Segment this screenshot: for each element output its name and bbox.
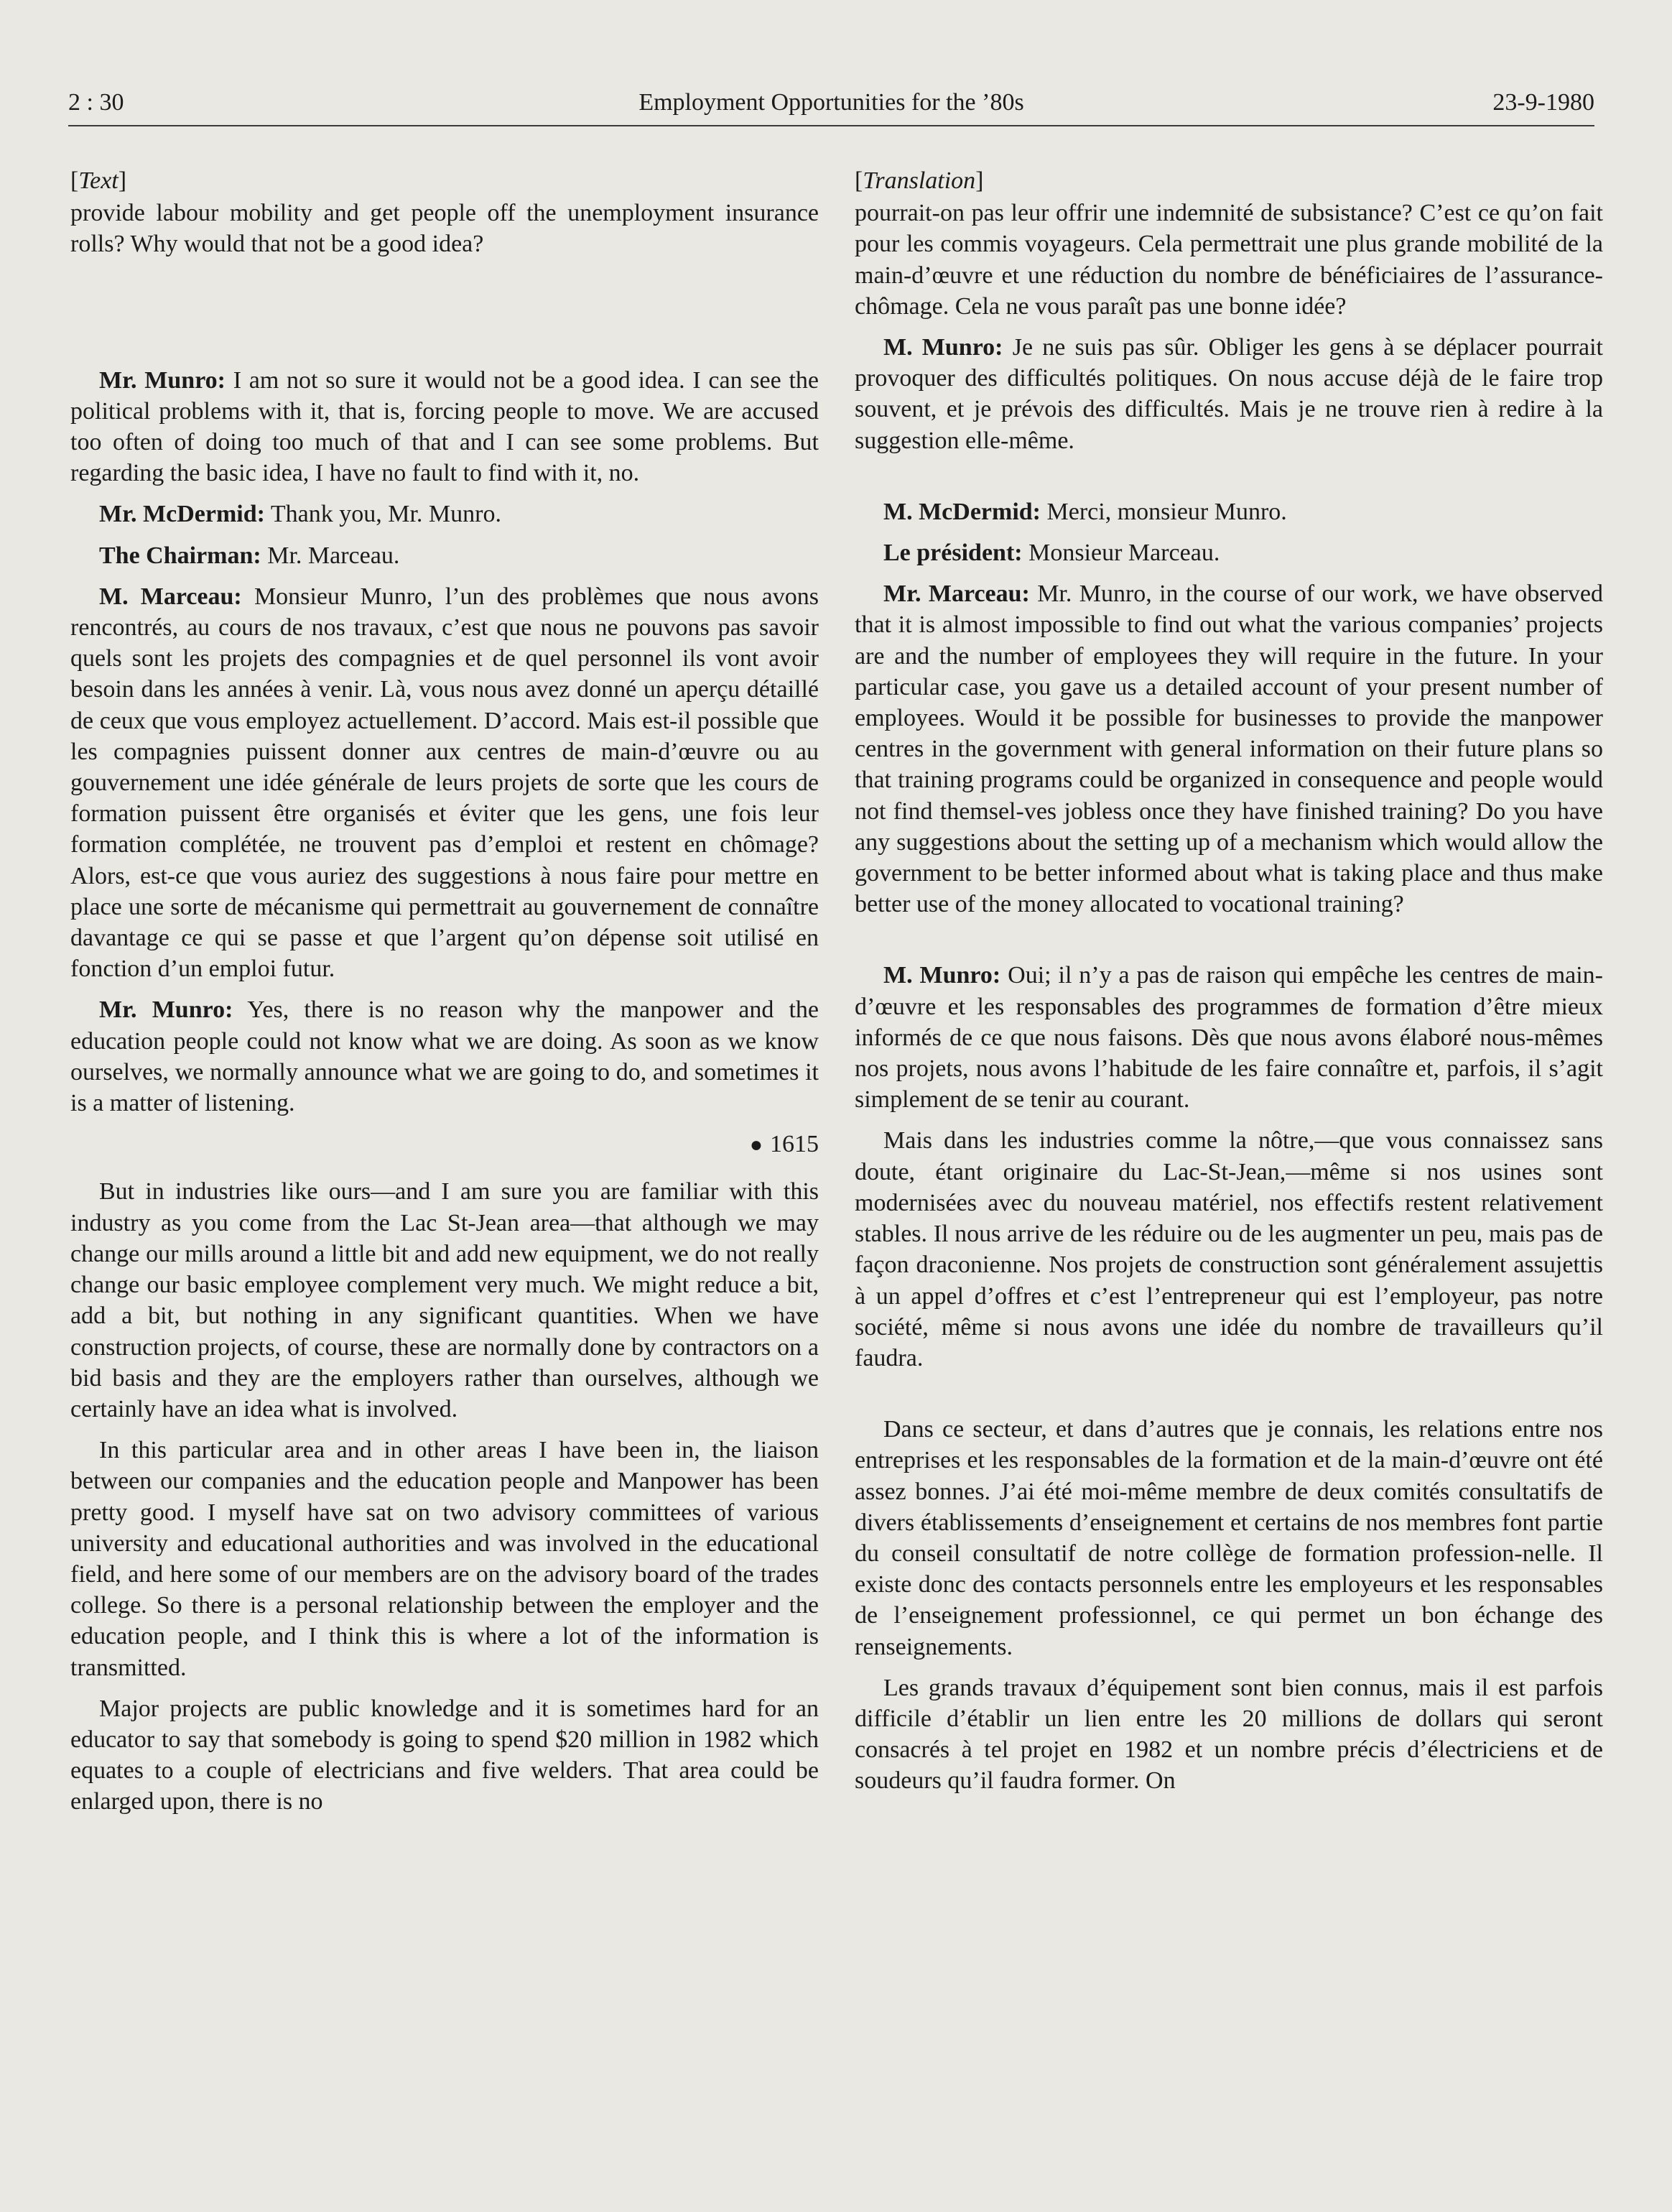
speaker-name: M. McDermid:	[883, 498, 1041, 525]
speaker-name: M. Munro:	[883, 962, 1001, 989]
paragraph: provide labour mobility and get people off the unemployment insurance rolls? Why would that not be a good idea?	[70, 200, 819, 258]
paragraph: Mais dans les industries comme la nôtre,—que vous connaissez sans doute, étant originaire du Lac-St-Jean,—même si nos usines sont modernisées avec du nouveau matériel, nos effectifs restent relativement stables. Il nous arrive de les réduire ou de les augmenter un peu, mais pas de façon draconienne. Nos projets de construction sont généralement assujettis à un appel d’offres et c’est l’entrepreneur qui est l’employeur, pas notre société, même si nous avons une idée du nombre de travailleurs qu’il faudra.	[855, 1127, 1603, 1371]
speaker-name: Mr. Munro:	[99, 366, 226, 394]
column-label: [Translation]	[855, 167, 984, 194]
paragraph	[855, 960, 1603, 1115]
speech-text: Monsieur Marceau.	[1028, 540, 1220, 567]
paragraph: But in industries like ours—and I am sure you are familiar with this industry as you come from the Lac St-Jean area—that although we may change our mills around a little bit and add new equipment, we do not really change our basic employee complement very much. We might reduce a bit, add a bit, but nothing in any significant quantities. When we have construction projects, of course, these are normally done by contractors on a bid basis and they are the employers rather than ourselves, although we certainly have an idea what is involved.	[70, 1178, 819, 1422]
speech-text: Yes, there is no reason why the manpower and the education people could not know what we are doing. As soon as we know ourselves, we normally announce what we are going to do, and sometimes it is a matter of listening.	[70, 996, 819, 1117]
paragraph	[70, 499, 819, 529]
header-date: 23-9-1980	[1492, 89, 1594, 116]
speech-text: Thank you, Mr. Munro.	[270, 501, 501, 528]
paragraph	[70, 540, 819, 571]
paragraph	[70, 365, 819, 489]
time-marker	[70, 1129, 819, 1160]
speech-text: Merci, monsieur Munro.	[1046, 498, 1287, 525]
paragraph: Major projects are public knowledge and it is sometimes hard for an educator to say that somebody is going to spend $20 million in 1982 which equates to a couple of electricians and five welders. That area could be enlarged upon, there is no	[70, 1695, 819, 1815]
paragraph: Dans ce secteur, et dans d’autres que je connais, les relations entre nos entreprises et les responsables de la formation et de la main-d’œuvre ont été assez bonnes. J’ai été moi-même membre de deux comités consultatifs de divers établissements d’enseignement et certains de nos membres font partie du conseil consultatif de notre collège de formation profession-nelle. Il existe donc des contacts personnels entre les employeurs et les responsables de l’enseignement professionnel, ce qui permet un bon échange des renseignements.	[855, 1416, 1603, 1660]
paragraph	[855, 496, 1603, 527]
speaker-name: Mr. Marceau:	[883, 580, 1030, 608]
speech-text: I am not so sure it would not be a good idea. I can see the political problems with it, that is, forcing people to move. We are accused too often of doing too much of that and I can see some problems. But regarding the basic idea, I have no fault to find with it, no.	[70, 366, 819, 487]
paragraph: In this particular area and in other areas I have been in, the liaison between our companies and the education people and Manpower has been pretty good. I myself have sat on two advisory committees of various university and educational authorities and was involved in the educational field, and here some of our members are on the advisory board of the trades college. So there is a personal relationship between the employer and the education people, and I think this is where a lot of the information is transmitted.	[70, 1437, 819, 1681]
paragraph	[855, 537, 1603, 568]
running-header	[68, 85, 1594, 126]
column-label-text: Text	[78, 167, 119, 194]
paragraph	[70, 994, 819, 1119]
paragraph: Les grands travaux d’équipement sont bien connus, mais il est parfois difficile d’établir un lien entre les 20 millions de dollars qui seront consacrés à tel projet en 1982 et un nombre précis d’électriciens et de soudeurs qu’il faudra former. On	[855, 1674, 1603, 1795]
column-label-text: Translation	[863, 167, 976, 194]
speaker-name: Mr. McDermid:	[99, 501, 265, 528]
speech-text: Oui; il n’y a pas de raison qui empêche les centres de main-d’œuvre et les responsables des programmes de formation d’être mieux informés de ce que nous faisons. Dès que nous avons élaboré nous-mêmes nos projets, nous avons l’habitude de les faire connaître et, parfois, il s’agit simplement de se tenir au courant.	[855, 962, 1604, 1114]
paragraph	[855, 332, 1603, 456]
paragraph	[70, 581, 819, 985]
publication-title: Employment Opportunities for the ’80s	[638, 89, 1024, 116]
speaker-name: The Chairman:	[99, 542, 261, 569]
speaker-name: M. Marceau:	[99, 583, 242, 610]
speaker-name: Mr. Munro:	[99, 996, 233, 1024]
time-marker-text: 1615	[770, 1131, 819, 1158]
translation-column	[855, 165, 1603, 1807]
speaker-name: Le président:	[883, 540, 1023, 567]
column-label: [Text]	[70, 167, 127, 194]
paragraph: pourrait-on pas leur offrir une indemnité de subsistance? C’est ce qu’on fait pour les commis voyageurs. Cela permettrait une plus grande mobilité de la main-d’œuvre et une réduction du nombre de bénéficiaires de l’assurance-chômage. Cela ne vous paraît pas une bonne idée?	[855, 200, 1603, 320]
text-column	[70, 165, 819, 1828]
speech-text: Mr. Marceau.	[267, 542, 400, 569]
speech-text: Monsieur Munro, l’un des problèmes que nous avons rencontrés, au cours de nos travaux, c’est que nous ne pouvons pas savoir quels sont les projets des compagnies et de quel personnel ils vont avoir besoin dans les années à venir. Là, vous nous avez donné un aperçu détaillé de ceux que vous employez actuellement. D’accord. Mais est-il possible que les compagnies puissent donner aux centres de main-d’œuvre ou au gouvernement une idée générale de leurs projets de sorte que les cours de formation puissent être organisés et éviter que les gens, une fois leur formation complétée, ne trouvent pas d’emploi et restent en chômage? Alors, est-ce que vous auriez des suggestions à nous faire pour mettre en place une sorte de mécanisme qui permettrait au gouvernement de connaître davantage ce qui se passe et que l’argent qu’on dépense soit utilisé en fonction d’un emploi futur.	[70, 583, 819, 983]
speech-text: Mr. Munro, in the course of our work, we have observed that it is almost impossible to find out what the various companies’ projects are and the number of employees they will require in the future. In your particular case, you gave us a detailed account of your present number of employees. Would it be possible for businesses to provide the manpower centres in the government with general information on their future plans so that training programs could be organized in consequence and people would not find themsel-ves jobless once they have finished training? Do you have any suggestions about the setting up of a mechanism which would allow the government to be better informed about what is taking place and thus make better use of the money allocated to vocational training?	[855, 580, 1603, 918]
paragraph	[855, 578, 1603, 920]
bullet-icon: ●	[749, 1133, 763, 1157]
speech-text: Je ne suis pas sûr. Obliger les gens à se déplacer pourrait provoquer des difficultés politiques. On nous accuse déjà de le faire trop souvent, et je prévois des difficultés. Mais je ne trouve rien à redire à la suggestion elle-même.	[855, 334, 1603, 454]
speaker-name: M. Munro:	[883, 334, 1003, 361]
page-number: 2 : 30	[68, 89, 124, 116]
